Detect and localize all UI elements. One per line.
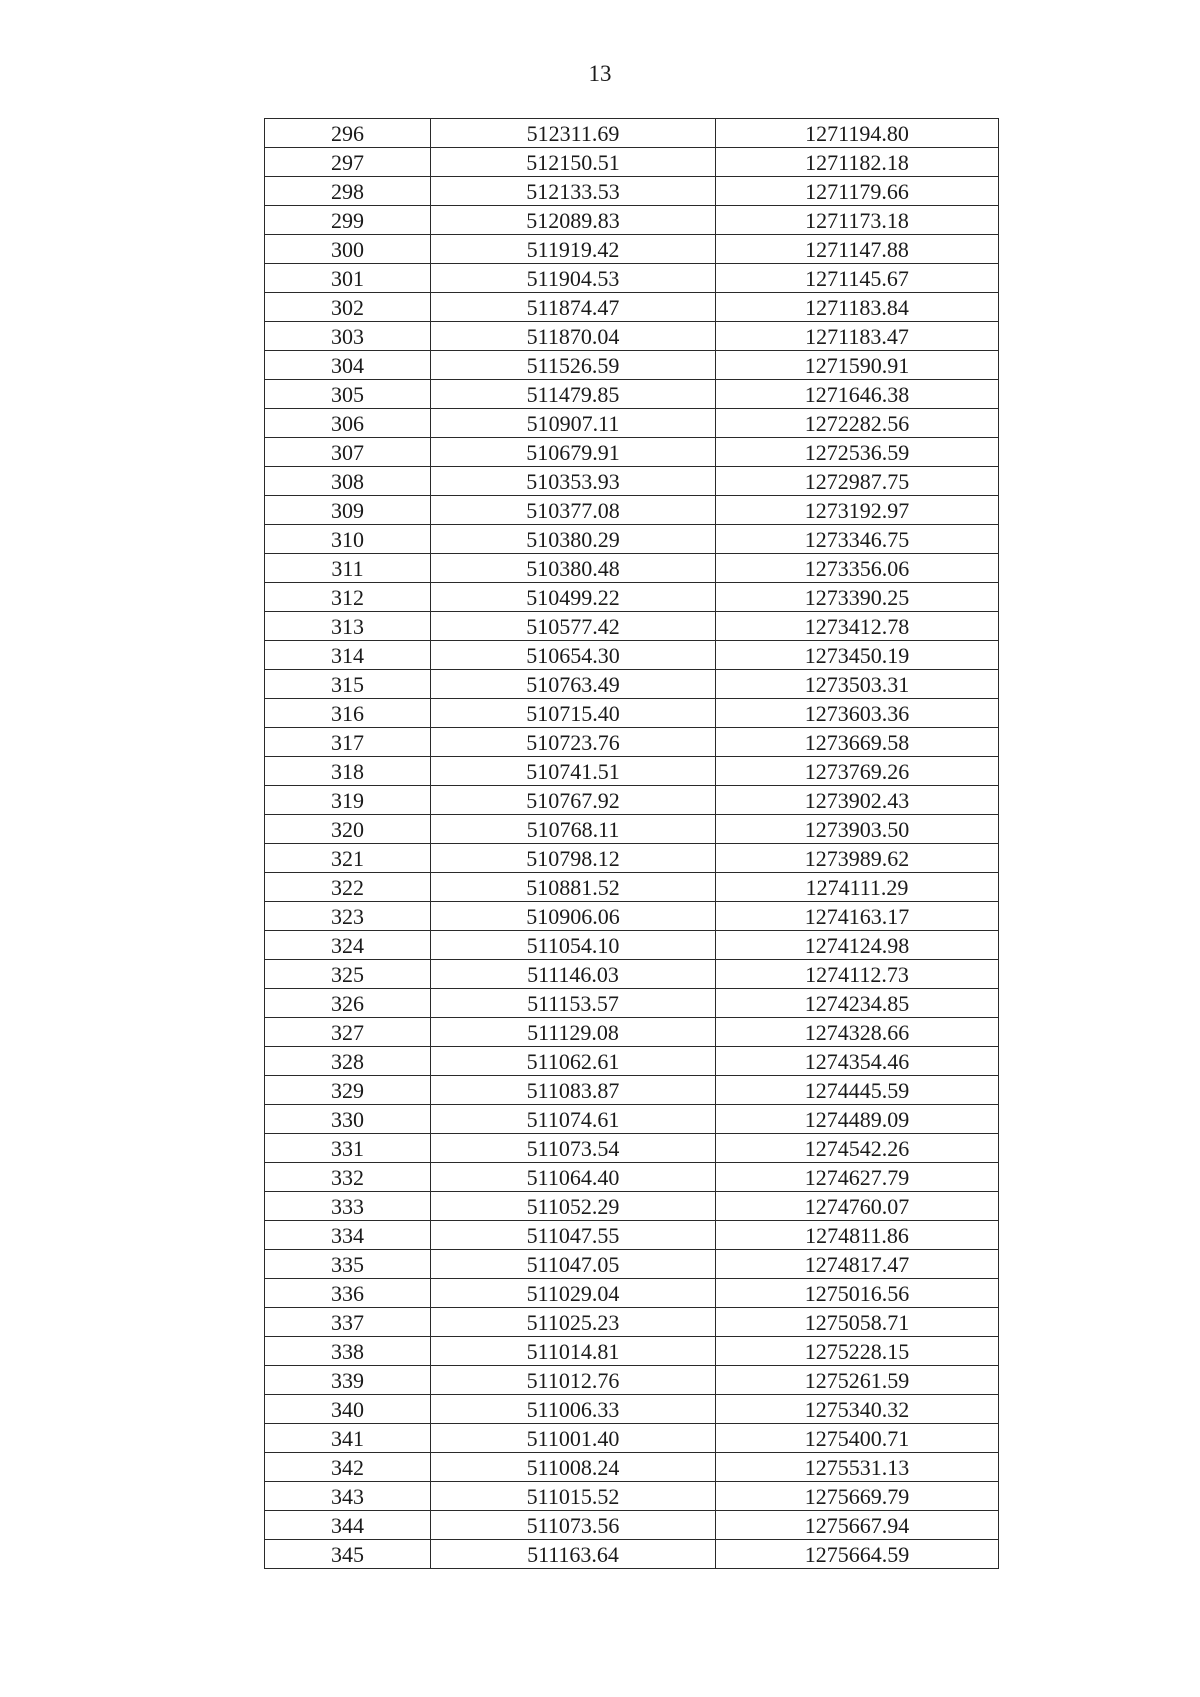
x-coordinate-cell: 510763.49 (431, 670, 716, 699)
y-coordinate-cell: 1272282.56 (716, 409, 999, 438)
x-coordinate-cell: 511919.42 (431, 235, 716, 264)
table-row (265, 699, 999, 728)
point-number-cell: 303 (265, 322, 431, 351)
y-coordinate-cell: 1274760.07 (716, 1192, 999, 1221)
x-coordinate-cell: 511014.81 (431, 1337, 716, 1366)
x-coordinate-cell: 511153.57 (431, 989, 716, 1018)
table-row (265, 1482, 999, 1511)
point-number-cell: 334 (265, 1221, 431, 1250)
point-number-cell: 335 (265, 1250, 431, 1279)
x-coordinate-cell: 510741.51 (431, 757, 716, 786)
table-row (265, 1250, 999, 1279)
point-number-cell: 315 (265, 670, 431, 699)
x-coordinate-cell: 511163.64 (431, 1540, 716, 1569)
table-row (265, 409, 999, 438)
y-coordinate-cell: 1274811.86 (716, 1221, 999, 1250)
point-number-cell: 297 (265, 148, 431, 177)
table-row (265, 1279, 999, 1308)
y-coordinate-cell: 1274112.73 (716, 960, 999, 989)
point-number-cell: 329 (265, 1076, 431, 1105)
table-row (265, 583, 999, 612)
y-coordinate-cell: 1273669.58 (716, 728, 999, 757)
table-row (265, 1337, 999, 1366)
x-coordinate-cell: 510353.93 (431, 467, 716, 496)
y-coordinate-cell: 1274354.46 (716, 1047, 999, 1076)
point-number-cell: 308 (265, 467, 431, 496)
y-coordinate-cell: 1274124.98 (716, 931, 999, 960)
table-row (265, 322, 999, 351)
table-row (265, 1018, 999, 1047)
x-coordinate-cell: 511008.24 (431, 1453, 716, 1482)
y-coordinate-cell: 1271183.47 (716, 322, 999, 351)
y-coordinate-cell: 1274542.26 (716, 1134, 999, 1163)
x-coordinate-cell: 511054.10 (431, 931, 716, 960)
point-number-cell: 330 (265, 1105, 431, 1134)
point-number-cell: 306 (265, 409, 431, 438)
x-coordinate-cell: 510768.11 (431, 815, 716, 844)
x-coordinate-cell: 510798.12 (431, 844, 716, 873)
point-number-cell: 317 (265, 728, 431, 757)
x-coordinate-cell: 511015.52 (431, 1482, 716, 1511)
y-coordinate-cell: 1275016.56 (716, 1279, 999, 1308)
y-coordinate-cell: 1273192.97 (716, 496, 999, 525)
table-row (265, 293, 999, 322)
point-number-cell: 319 (265, 786, 431, 815)
y-coordinate-cell: 1273769.26 (716, 757, 999, 786)
y-coordinate-cell: 1275531.13 (716, 1453, 999, 1482)
table-row (265, 264, 999, 293)
x-coordinate-cell: 510380.29 (431, 525, 716, 554)
point-number-cell: 318 (265, 757, 431, 786)
table-row (265, 467, 999, 496)
y-coordinate-cell: 1271179.66 (716, 177, 999, 206)
table-row (265, 1221, 999, 1250)
x-coordinate-cell: 511526.59 (431, 351, 716, 380)
point-number-cell: 327 (265, 1018, 431, 1047)
x-coordinate-cell: 511129.08 (431, 1018, 716, 1047)
coordinates-table (264, 118, 999, 1569)
table-row (265, 438, 999, 467)
x-coordinate-cell: 510499.22 (431, 583, 716, 612)
x-coordinate-cell: 510377.08 (431, 496, 716, 525)
y-coordinate-cell: 1275261.59 (716, 1366, 999, 1395)
point-number-cell: 337 (265, 1308, 431, 1337)
x-coordinate-cell: 511025.23 (431, 1308, 716, 1337)
point-number-cell: 299 (265, 206, 431, 235)
point-number-cell: 325 (265, 960, 431, 989)
x-coordinate-cell: 511479.85 (431, 380, 716, 409)
x-coordinate-cell: 511073.56 (431, 1511, 716, 1540)
table-row (265, 1134, 999, 1163)
point-number-cell: 304 (265, 351, 431, 380)
point-number-cell: 341 (265, 1424, 431, 1453)
page-number: 13 (588, 61, 612, 86)
table-row (265, 989, 999, 1018)
x-coordinate-cell: 511064.40 (431, 1163, 716, 1192)
point-number-cell: 320 (265, 815, 431, 844)
point-number-cell: 324 (265, 931, 431, 960)
x-coordinate-cell: 510881.52 (431, 873, 716, 902)
point-number-cell: 323 (265, 902, 431, 931)
table-row (265, 757, 999, 786)
y-coordinate-cell: 1275058.71 (716, 1308, 999, 1337)
y-coordinate-cell: 1271183.84 (716, 293, 999, 322)
table-row (265, 1424, 999, 1453)
point-number-cell: 340 (265, 1395, 431, 1424)
x-coordinate-cell: 511006.33 (431, 1395, 716, 1424)
y-coordinate-cell: 1273450.19 (716, 641, 999, 670)
x-coordinate-cell: 510723.76 (431, 728, 716, 757)
x-coordinate-cell: 511073.54 (431, 1134, 716, 1163)
table-row (265, 206, 999, 235)
point-number-cell: 345 (265, 1540, 431, 1569)
point-number-cell: 331 (265, 1134, 431, 1163)
table-row (265, 1453, 999, 1482)
table-row (265, 1105, 999, 1134)
x-coordinate-cell: 510654.30 (431, 641, 716, 670)
x-coordinate-cell: 511001.40 (431, 1424, 716, 1453)
table-row (265, 119, 999, 148)
y-coordinate-cell: 1274489.09 (716, 1105, 999, 1134)
y-coordinate-cell: 1273902.43 (716, 786, 999, 815)
x-coordinate-cell: 510767.92 (431, 786, 716, 815)
y-coordinate-cell: 1273356.06 (716, 554, 999, 583)
x-coordinate-cell: 511146.03 (431, 960, 716, 989)
point-number-cell: 336 (265, 1279, 431, 1308)
point-number-cell: 300 (265, 235, 431, 264)
table-row (265, 1540, 999, 1569)
table-row (265, 902, 999, 931)
point-number-cell: 314 (265, 641, 431, 670)
x-coordinate-cell: 512089.83 (431, 206, 716, 235)
table-row (265, 1076, 999, 1105)
point-number-cell: 344 (265, 1511, 431, 1540)
x-coordinate-cell: 511870.04 (431, 322, 716, 351)
y-coordinate-cell: 1274163.17 (716, 902, 999, 931)
point-number-cell: 310 (265, 525, 431, 554)
table-row (265, 728, 999, 757)
table-row (265, 1511, 999, 1540)
y-coordinate-cell: 1273903.50 (716, 815, 999, 844)
table-row (265, 1047, 999, 1076)
x-coordinate-cell: 512133.53 (431, 177, 716, 206)
table-row (265, 496, 999, 525)
point-number-cell: 339 (265, 1366, 431, 1395)
table-row (265, 177, 999, 206)
y-coordinate-cell: 1275340.32 (716, 1395, 999, 1424)
point-number-cell: 316 (265, 699, 431, 728)
y-coordinate-cell: 1275669.79 (716, 1482, 999, 1511)
y-coordinate-cell: 1273346.75 (716, 525, 999, 554)
point-number-cell: 321 (265, 844, 431, 873)
x-coordinate-cell: 511012.76 (431, 1366, 716, 1395)
point-number-cell: 307 (265, 438, 431, 467)
y-coordinate-cell: 1271590.91 (716, 351, 999, 380)
point-number-cell: 302 (265, 293, 431, 322)
point-number-cell: 332 (265, 1163, 431, 1192)
x-coordinate-cell: 511029.04 (431, 1279, 716, 1308)
x-coordinate-cell: 511874.47 (431, 293, 716, 322)
x-coordinate-cell: 511074.61 (431, 1105, 716, 1134)
point-number-cell: 343 (265, 1482, 431, 1511)
table-row (265, 612, 999, 641)
x-coordinate-cell: 512311.69 (431, 119, 716, 148)
table-row (265, 670, 999, 699)
x-coordinate-cell: 511047.55 (431, 1221, 716, 1250)
table-row (265, 641, 999, 670)
y-coordinate-cell: 1273390.25 (716, 583, 999, 612)
x-coordinate-cell: 510577.42 (431, 612, 716, 641)
y-coordinate-cell: 1271194.80 (716, 119, 999, 148)
table-row (265, 235, 999, 264)
point-number-cell: 298 (265, 177, 431, 206)
y-coordinate-cell: 1273503.31 (716, 670, 999, 699)
y-coordinate-cell: 1275664.59 (716, 1540, 999, 1569)
y-coordinate-cell: 1271646.38 (716, 380, 999, 409)
x-coordinate-cell: 511062.61 (431, 1047, 716, 1076)
point-number-cell: 296 (265, 119, 431, 148)
table-row (265, 1308, 999, 1337)
x-coordinate-cell: 510715.40 (431, 699, 716, 728)
point-number-cell: 328 (265, 1047, 431, 1076)
y-coordinate-cell: 1274817.47 (716, 1250, 999, 1279)
y-coordinate-cell: 1271145.67 (716, 264, 999, 293)
point-number-cell: 338 (265, 1337, 431, 1366)
y-coordinate-cell: 1273989.62 (716, 844, 999, 873)
y-coordinate-cell: 1273603.36 (716, 699, 999, 728)
y-coordinate-cell: 1272987.75 (716, 467, 999, 496)
table-row (265, 1192, 999, 1221)
x-coordinate-cell: 512150.51 (431, 148, 716, 177)
point-number-cell: 333 (265, 1192, 431, 1221)
x-coordinate-cell: 511904.53 (431, 264, 716, 293)
table-row (265, 554, 999, 583)
y-coordinate-cell: 1274445.59 (716, 1076, 999, 1105)
point-number-cell: 301 (265, 264, 431, 293)
table-row (265, 1395, 999, 1424)
coordinates-table-body (265, 119, 999, 1569)
table-row (265, 380, 999, 409)
y-coordinate-cell: 1274234.85 (716, 989, 999, 1018)
x-coordinate-cell: 510906.06 (431, 902, 716, 931)
point-number-cell: 322 (265, 873, 431, 902)
x-coordinate-cell: 511047.05 (431, 1250, 716, 1279)
y-coordinate-cell: 1275400.71 (716, 1424, 999, 1453)
y-coordinate-cell: 1273412.78 (716, 612, 999, 641)
point-number-cell: 309 (265, 496, 431, 525)
table-row (265, 148, 999, 177)
y-coordinate-cell: 1271147.88 (716, 235, 999, 264)
table-row (265, 1163, 999, 1192)
y-coordinate-cell: 1274111.29 (716, 873, 999, 902)
y-coordinate-cell: 1275228.15 (716, 1337, 999, 1366)
table-row (265, 931, 999, 960)
x-coordinate-cell: 510380.48 (431, 554, 716, 583)
y-coordinate-cell: 1275667.94 (716, 1511, 999, 1540)
point-number-cell: 313 (265, 612, 431, 641)
x-coordinate-cell: 510907.11 (431, 409, 716, 438)
point-number-cell: 305 (265, 380, 431, 409)
y-coordinate-cell: 1274627.79 (716, 1163, 999, 1192)
point-number-cell: 311 (265, 554, 431, 583)
table-row (265, 525, 999, 554)
point-number-cell: 312 (265, 583, 431, 612)
point-number-cell: 342 (265, 1453, 431, 1482)
table-row (265, 815, 999, 844)
table-row (265, 1366, 999, 1395)
table-row (265, 873, 999, 902)
x-coordinate-cell: 510679.91 (431, 438, 716, 467)
point-number-cell: 326 (265, 989, 431, 1018)
y-coordinate-cell: 1271173.18 (716, 206, 999, 235)
table-row (265, 960, 999, 989)
y-coordinate-cell: 1272536.59 (716, 438, 999, 467)
table-row (265, 844, 999, 873)
y-coordinate-cell: 1271182.18 (716, 148, 999, 177)
x-coordinate-cell: 511052.29 (431, 1192, 716, 1221)
table-row (265, 786, 999, 815)
x-coordinate-cell: 511083.87 (431, 1076, 716, 1105)
y-coordinate-cell: 1274328.66 (716, 1018, 999, 1047)
table-row (265, 351, 999, 380)
